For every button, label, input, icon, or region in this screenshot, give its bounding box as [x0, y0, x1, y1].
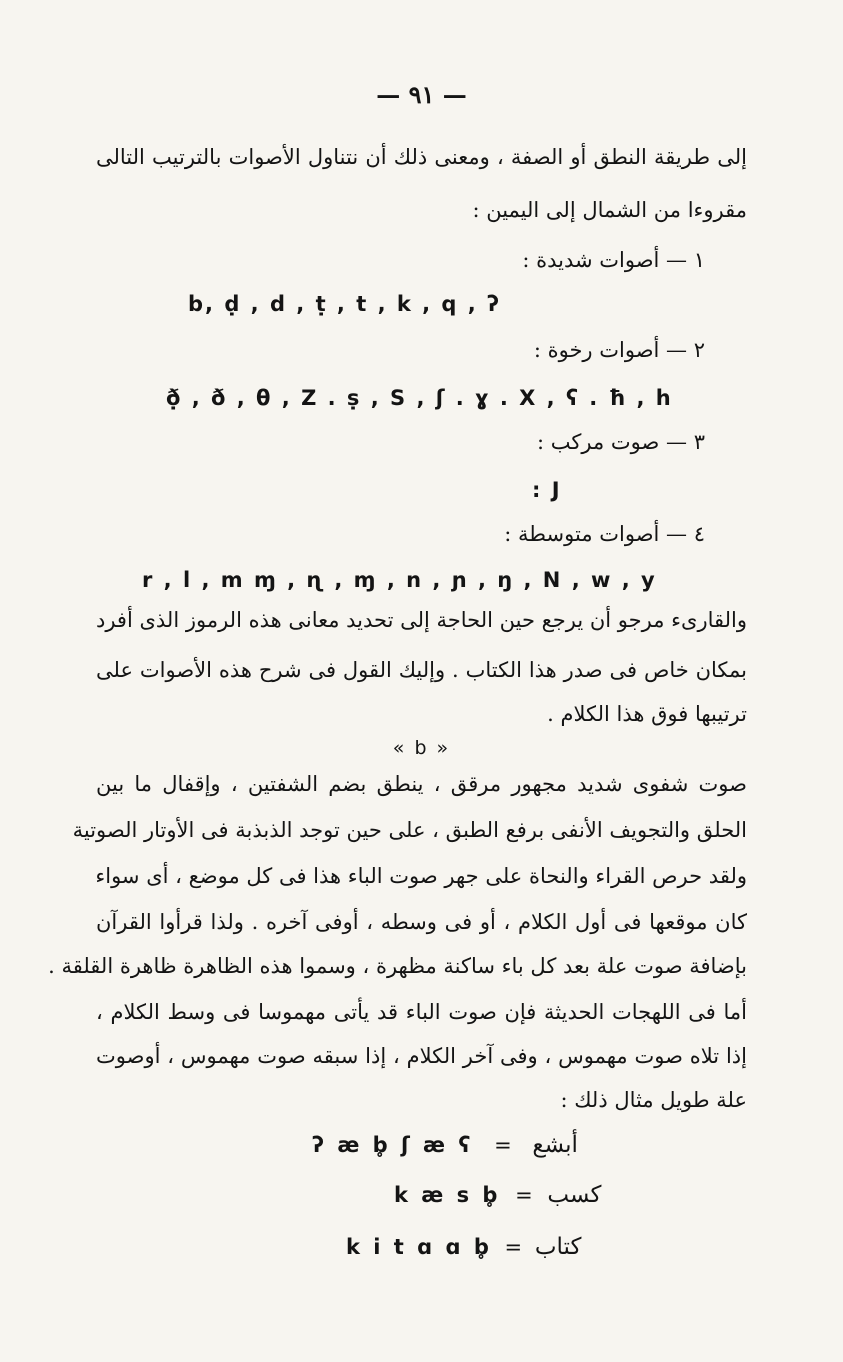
group-3-heading: ٣ — صوت مركب :: [537, 430, 705, 454]
group-2-heading: ٢ — أصوات رخوة :: [533, 338, 705, 362]
example-2-arabic: كسب: [547, 1182, 602, 1208]
paragraph-2-line-7: إذا تلاه صوت مهموس ، وفى آخر الكلام ، إذا سبقه صوت مهموس ، أوصوت: [96, 1044, 747, 1068]
paragraph-2-line-2: الحلق والتجويف الأنفى برفع الطبق ، على حين توجد الذبذبة فى الأوتار الصوتية: [72, 818, 747, 842]
example-2: [394, 1182, 601, 1208]
intro-line-1: إلى طريقة النطق أو الصفة ، ومعنى ذلك أن نتناول الأصوات بالترتيب التالى: [96, 145, 747, 169]
example-2-transcription: k æ s b̥: [394, 1183, 501, 1207]
group-4-symbols: r , l , m ɱ , ɳ , ɱ , n , ɲ , ŋ , N , w , y: [142, 568, 657, 592]
example-3: [346, 1234, 581, 1260]
section-title: « b »: [392, 737, 451, 759]
paragraph-1-line-3: ترتيبها فوق هذا الكلام .: [547, 702, 747, 726]
paragraph-2-line-4: كان موقعها فى أول الكلام ، أو فى وسطه ، أوفى آخره . ولذا قرأوا القرآن: [96, 910, 747, 934]
example-3-arabic: كتاب: [534, 1234, 582, 1260]
example-1: [312, 1132, 578, 1158]
group-3-symbols: : J: [532, 478, 562, 502]
paragraph-2-line-5: بإضافة صوت علة بعد كل باء ساكنة مظهرة ، وسموا هذه الظاهرة ظاهرة القلقة .: [48, 954, 747, 978]
example-2-equals: =: [515, 1183, 533, 1207]
example-3-equals: =: [504, 1235, 523, 1259]
paragraph-2-line-1: صوت شفوى شديد مجهور مرقق ، ينطق بضم الشفتين ، وإقفال ما بين: [96, 772, 747, 796]
group-1-symbols: b, ḍ , d , ṭ , t , k , q , ʔ: [188, 292, 502, 316]
page-number: — ٩١ —: [376, 80, 467, 109]
group-4-heading: ٤ — أصوات متوسطة :: [504, 522, 705, 546]
paragraph-1-line-1: والقارىء مرجو أن يرجع حين الحاجة إلى تحديد معانى هذه الرموز الذى أفرد: [95, 608, 747, 632]
paragraph-1-line-2: بمكان خاص فى صدر هذا الكتاب . وإليك القول فى شرح هذه الأصوات على: [96, 658, 747, 682]
paragraph-2-line-6: أما فى اللهجات الحديثة فإن صوت الباء قد يأتى مهموسا فى وسط الكلام ،: [96, 1000, 747, 1024]
group-2-symbols: ð̣ , ð , θ , Z . ṣ , S , ʃ . ɣ . X , ʕ . ħ , h: [166, 386, 673, 410]
example-3-transcription: k i t ɑ ɑ b̥: [346, 1235, 492, 1259]
example-1-transcription: ʔ æ b̥ ʃ æ ʕ: [312, 1133, 474, 1157]
example-1-arabic: أبشع: [532, 1132, 578, 1158]
group-1-heading: ١ — أصوات شديدة :: [522, 248, 705, 272]
example-1-equals: =: [494, 1133, 512, 1157]
paragraph-2-line-8: علة طويل مثال ذلك :: [560, 1088, 747, 1112]
paragraph-2-line-3: ولقد حرص القراء والنحاة على جهر صوت الباء هذا فى كل موضع ، أى سواء: [95, 864, 747, 888]
intro-line-2: مقروءا من الشمال إلى اليمين :: [472, 198, 747, 222]
